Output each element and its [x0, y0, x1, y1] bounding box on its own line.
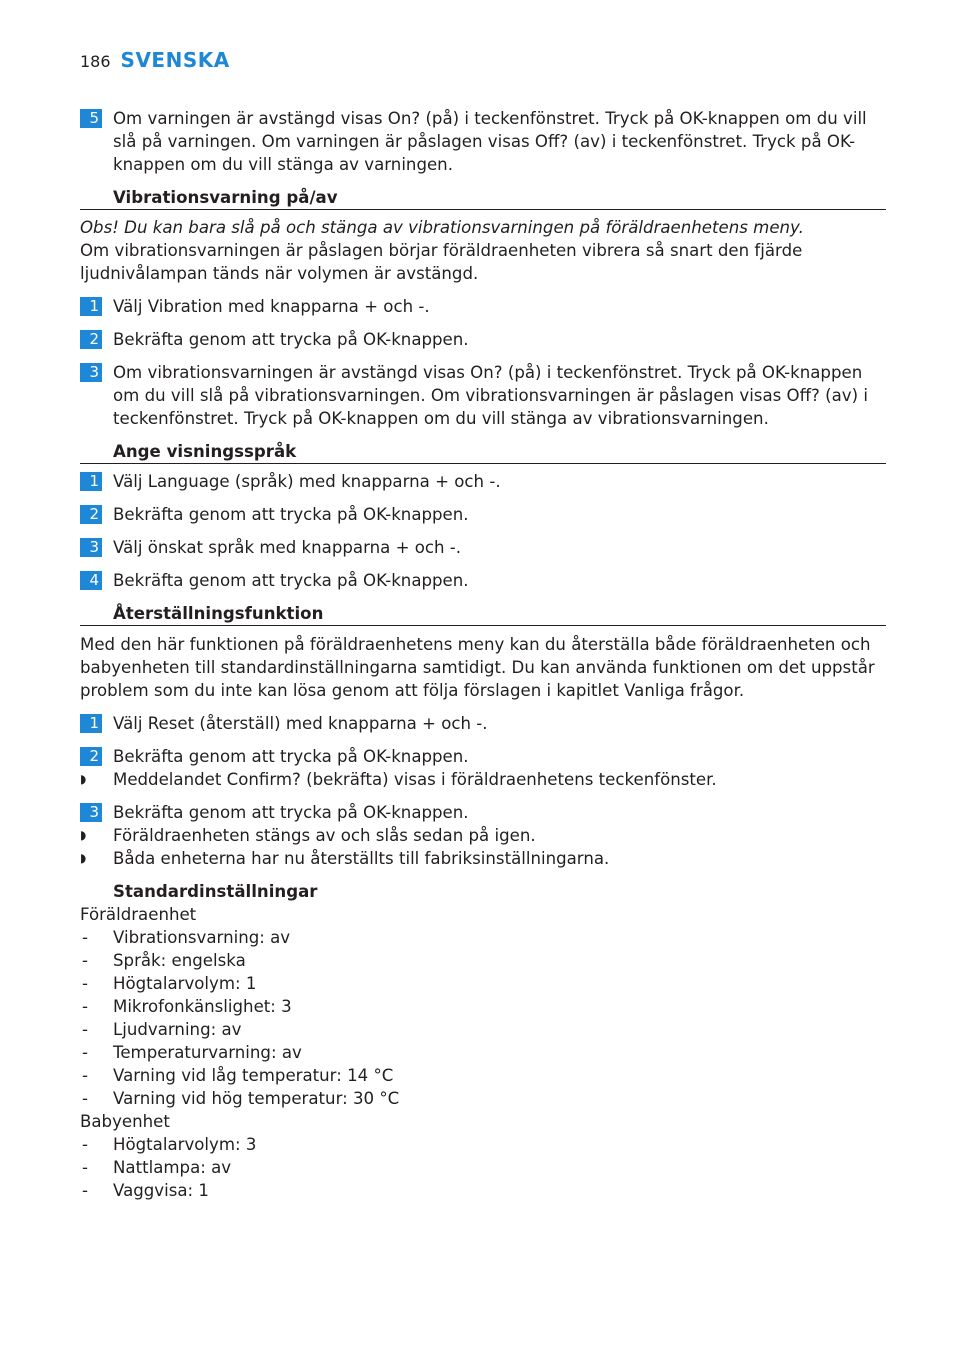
list-item — [80, 1087, 886, 1110]
list-item-text: Vaggvisa: 1 — [113, 1181, 209, 1200]
list-item-text: Varning vid hög temperatur: 30 °C — [113, 1089, 400, 1108]
list-item-text: Nattlampa: av — [113, 1158, 232, 1177]
result-item — [80, 847, 886, 870]
step-text: Bekräfta genom att trycka på OK-knappen. — [113, 747, 469, 766]
step-text: Välj Vibration med knapparna + och -. — [113, 297, 430, 316]
page-content — [80, 107, 886, 1202]
step-text: Välj Language (språk) med knapparna + och -. — [113, 472, 501, 491]
result-item — [80, 768, 886, 791]
result-item — [80, 824, 886, 847]
step-item — [80, 801, 886, 824]
section-title-defaults: Standardinställningar — [113, 882, 318, 901]
description-text: Om vibrationsvarningen är påslagen börjar föräldraenheten vibrera så snart den fjärde ljudnivålampan tänds när volymen är avstängd. — [80, 241, 803, 283]
list-item-text: Högtalarvolym: 1 — [113, 974, 257, 993]
list-item — [80, 995, 886, 1018]
dash-marker: - — [82, 951, 88, 970]
step-item — [80, 361, 886, 430]
step-number: 5 — [80, 109, 102, 128]
list-item — [80, 1156, 886, 1179]
result-bullet-icon: ◗ — [80, 772, 87, 786]
group-label-baby: Babyenhet — [80, 1112, 170, 1131]
step-text: Välj önskat språk med knapparna + och -. — [113, 538, 462, 557]
step-number: 1 — [80, 472, 102, 491]
note-text: Obs! Du kan bara slå på och stänga av vibrationsvarningen på föräldraenhetens meny. — [80, 218, 804, 237]
list-item — [80, 1041, 886, 1064]
step-text: Om vibrationsvarningen är avstängd visas On? (på) i teckenfönstret. Tryck på OK-knappen om du vill slå på vibrationsvarningen. Om vibrationsvarningen är påslagen visas Off? (av) i teckenfönstret. Tryck på OK-knappen om du vill stänga av vibrationsvarningen. — [113, 363, 868, 428]
description-text: Med den här funktionen på föräldraenhetens meny kan du återställa både föräldraenheten och babyenheten till standardinställningarna samtidigt. Du kan använda funktionen om det uppstår problem som du inte kan lösa genom att följa förslagen i kapitlet Vanliga frågor. — [80, 635, 875, 700]
list-item — [80, 926, 886, 949]
list-item-text: Vibrationsvarning: av — [113, 928, 291, 947]
step-item — [80, 107, 886, 176]
dash-marker: - — [82, 1181, 88, 1200]
step-item — [80, 536, 886, 559]
list-item — [80, 949, 886, 972]
dash-marker: - — [82, 1066, 88, 1085]
list-item — [80, 972, 886, 995]
dash-marker: - — [82, 1020, 88, 1039]
section-title-language: Ange visningsspråk — [80, 440, 886, 464]
step-item — [80, 712, 886, 735]
result-text: Meddelandet Confirm? (bekräfta) visas i föräldraenhetens teckenfönster. — [113, 770, 717, 789]
step-number: 4 — [80, 571, 102, 590]
step-text: Bekräfta genom att trycka på OK-knappen. — [113, 330, 469, 349]
step-number: 1 — [80, 297, 102, 316]
step-number: 3 — [80, 538, 102, 557]
step-text: Välj Reset (återställ) med knapparna + och -. — [113, 714, 488, 733]
step-number: 1 — [80, 714, 102, 733]
dash-marker: - — [82, 1043, 88, 1062]
dash-marker: - — [82, 997, 88, 1016]
dash-marker: - — [82, 1158, 88, 1177]
list-item-text: Högtalarvolym: 3 — [113, 1135, 257, 1154]
dash-marker: - — [82, 974, 88, 993]
step-text: Bekräfta genom att trycka på OK-knappen. — [113, 571, 469, 590]
list-item — [80, 1179, 886, 1202]
dash-marker: - — [82, 1135, 88, 1154]
step-item — [80, 569, 886, 592]
section-title-reset: Återställningsfunktion — [80, 602, 886, 626]
page-header — [80, 48, 230, 74]
group-label-parent: Föräldraenhet — [80, 905, 197, 924]
list-item-text: Språk: engelska — [113, 951, 246, 970]
result-text: Föräldraenheten stängs av och slås sedan på igen. — [113, 826, 536, 845]
language-heading: SVENSKA — [120, 48, 230, 72]
list-item-text: Temperaturvarning: av — [113, 1043, 302, 1062]
step-number: 2 — [80, 330, 102, 349]
dash-marker: - — [82, 928, 88, 947]
dash-marker: - — [82, 1089, 88, 1108]
step-number: 3 — [80, 803, 102, 822]
result-bullet-icon: ◗ — [80, 851, 87, 865]
list-item-text: Varning vid låg temperatur: 14 °C — [113, 1066, 394, 1085]
step-number: 2 — [80, 747, 102, 766]
result-bullet-icon: ◗ — [80, 828, 87, 842]
step-item — [80, 503, 886, 526]
step-text: Om varningen är avstängd visas On? (på) i teckenfönstret. Tryck på OK-knappen om du vill slå på varningen. Om varningen är påslagen visas Off? (av) i teckenfönstret. Tryck på OK-knappen om du vill stänga av varningen. — [113, 109, 867, 174]
step-number: 2 — [80, 505, 102, 524]
step-item — [80, 328, 886, 351]
page-number: 186 — [80, 52, 111, 71]
section-title-vibration: Vibrationsvarning på/av — [80, 186, 886, 210]
step-item — [80, 745, 886, 768]
list-item — [80, 1018, 886, 1041]
list-item — [80, 1064, 886, 1087]
result-text: Båda enheterna har nu återställts till fabriksinställningarna. — [113, 849, 610, 868]
step-text: Bekräfta genom att trycka på OK-knappen. — [113, 803, 469, 822]
step-number: 3 — [80, 363, 102, 382]
step-item — [80, 470, 886, 493]
list-item-text: Ljudvarning: av — [113, 1020, 242, 1039]
step-text: Bekräfta genom att trycka på OK-knappen. — [113, 505, 469, 524]
step-item — [80, 295, 886, 318]
list-item — [80, 1133, 886, 1156]
list-item-text: Mikrofonkänslighet: 3 — [113, 997, 292, 1016]
